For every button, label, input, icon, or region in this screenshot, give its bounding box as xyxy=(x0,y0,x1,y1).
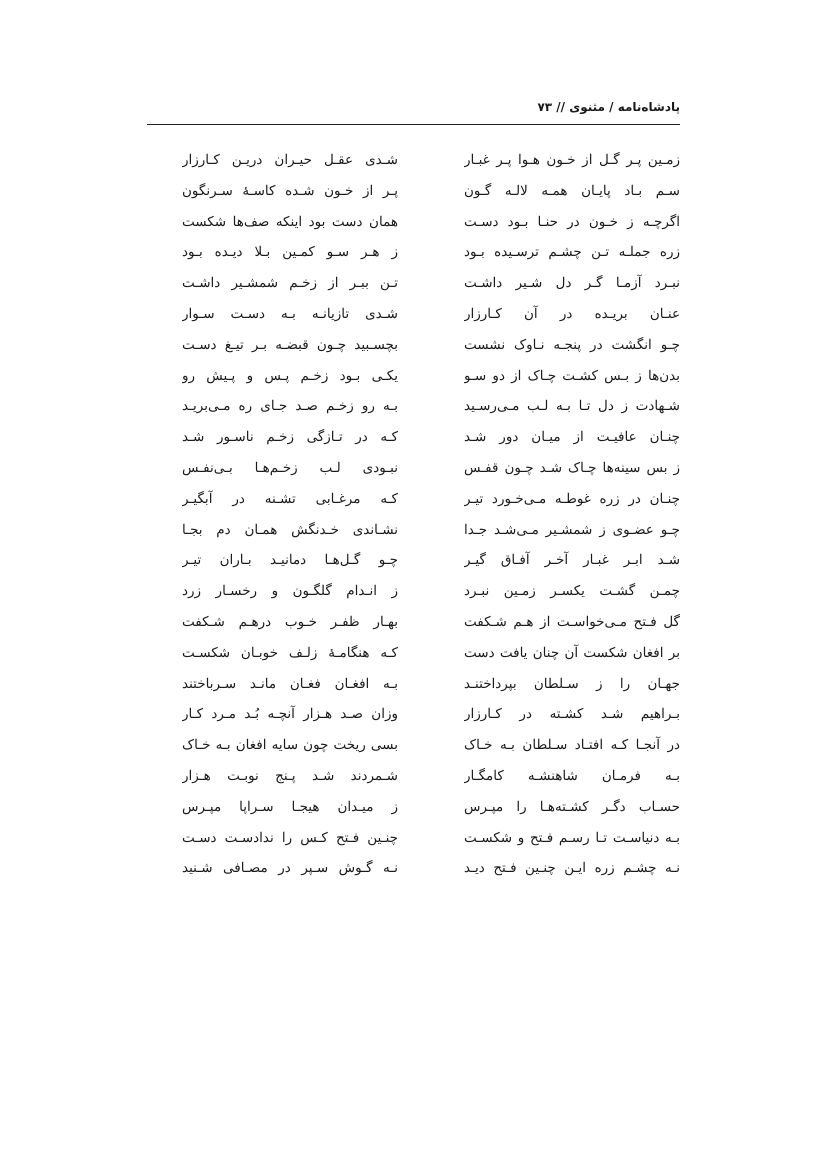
verse-couplet xyxy=(147,734,680,765)
verse-couplet xyxy=(147,580,680,611)
verse-couplet xyxy=(147,457,680,488)
verse-couplet xyxy=(147,796,680,827)
verse-couplet xyxy=(147,488,680,519)
second-hemistich: چنـین فـتح کـس را ندادسـت دسـت xyxy=(182,829,398,846)
first-hemistich: زمـین پـر گـل از خـون هـوا پـر غبـار xyxy=(464,152,680,168)
verse-couplet xyxy=(147,334,680,365)
first-hemistich: چـو انگشت در پنجـه نـاوک نشست xyxy=(464,336,680,353)
second-hemistich: همان دست بود اینکه صف‌ها شکست xyxy=(182,213,398,230)
verse-couplet xyxy=(147,180,680,211)
verse-couplet xyxy=(147,149,680,180)
first-hemistich: گل فـتح مـی‌خواسـت از هـم شـکفت xyxy=(464,613,680,630)
first-hemistich: چـو عضـوی ز شمشـیر مـی‌شـد جـدا xyxy=(464,521,680,538)
first-hemistich: در آنجـا کـه افتـاد سـلطان بـه خـاک xyxy=(464,737,680,754)
verse-couplet xyxy=(147,827,680,858)
verse-couplet xyxy=(147,211,680,242)
verse-couplet xyxy=(147,395,680,426)
verse-couplet xyxy=(147,765,680,796)
verse-couplet xyxy=(147,549,680,580)
page-header xyxy=(147,98,680,128)
verse-couplet xyxy=(147,857,680,888)
second-hemistich: ز انـدام گلگـون و رخسـار زرد xyxy=(182,583,398,600)
second-hemistich: ز هـر سـو کمـین بـلا دیـده بـود xyxy=(182,244,398,261)
second-hemistich: بـه رو زخـم صـد جـای ره مـی‌بریـد xyxy=(182,398,398,415)
first-hemistich: بـراهیم شـد کشـته در کـارزار xyxy=(464,706,680,723)
first-hemistich: چنـان در زره غوطـه مـی‌خـورد تیـر xyxy=(464,490,680,507)
verse-couplet xyxy=(147,519,680,550)
second-hemistich: نبـودی لـب زخـم‌هـا بـی‌نفـس xyxy=(182,459,398,476)
second-hemistich: بچسـبید چـون قبضـه بـر تیـغ دسـت xyxy=(182,336,398,353)
second-hemistich: تـن ببـر از زخـم شمشـیر داشـت xyxy=(182,275,398,292)
second-hemistich: شـدی عقـل حیـران دریـن کـارزار xyxy=(182,152,398,168)
second-hemistich: بهـار ظفـر خـوب درهـم شـکفت xyxy=(182,613,398,630)
first-hemistich: جهـان را ز سـلطان بپرداختنـد xyxy=(464,675,680,692)
header-rule xyxy=(147,124,680,125)
first-hemistich: اگرچـه ز خـون در حنـا بـود دسـت xyxy=(464,213,680,230)
second-hemistich: وزان صـد هـزار آنچـه بُـد مـرد کـار xyxy=(182,706,398,723)
second-hemistich: بـه افغـان فغـان مانـد سـرباختند xyxy=(182,675,398,692)
first-hemistich: سـم بـاد پایـان همـه لالـه گـون xyxy=(464,182,680,199)
verse-couplet xyxy=(147,272,680,303)
second-hemistich: نـه گـوش سـپر در مصـافی شـنید xyxy=(182,860,398,877)
first-hemistich: نـه چشـم زره ایـن چنـین فـتح دیـد xyxy=(464,860,680,877)
first-hemistich: چنـان عافیـت از میـان دور شـد xyxy=(464,429,680,446)
second-hemistich: شـمردند شـد پـنج نوبـت هـزار xyxy=(182,767,398,784)
first-hemistich: بدن‌ها ز بـس کشـت چـاک از دو سـو xyxy=(464,367,680,384)
second-hemistich: ز میـدان هیجـا سـراپا مپـرس xyxy=(182,798,398,815)
second-hemistich: شـدی تازیانـه بـه دسـت سـوار xyxy=(182,305,398,322)
verse-couplet xyxy=(147,611,680,642)
verse-couplet xyxy=(147,703,680,734)
first-hemistich: بـه دنیاسـت تـا رسـم فـتح و شکسـت xyxy=(464,829,680,846)
second-hemistich: کـه مرغـابی تشـنه در آبگیـر xyxy=(182,490,398,507)
verse-couplet xyxy=(147,673,680,704)
first-hemistich: زره جملـه تـن چشـم ترسـیده بـود xyxy=(464,244,680,261)
first-hemistich: نبـرد آزمـا گـر دل شـیر داشـت xyxy=(464,275,680,292)
verse-table xyxy=(147,149,680,888)
first-hemistich: شـهادت ز دل تـا بـه لـب مـی‌رسـید xyxy=(464,398,680,415)
verse-couplet xyxy=(147,365,680,396)
first-hemistich: حسـاب دگـر کشـته‌هـا را مپـرس xyxy=(464,798,680,815)
first-hemistich: ز بس سینه‌ها چـاک شـد چـون قفـس xyxy=(464,459,680,476)
first-hemistich: بر افغان شکست آن چنان یافت دست xyxy=(464,644,680,661)
second-hemistich: کـه هنگامـهٔ زلـف خوبـان شکسـت xyxy=(182,644,398,661)
verse-couplet xyxy=(147,426,680,457)
first-hemistich: عنـان بریـده در آن کـارزار xyxy=(464,305,680,322)
running-head: پادشاه‌نامه / مثنوی // ۷۳ xyxy=(537,100,680,114)
second-hemistich: نشـاندی خـدنگش همـان دم بجـا xyxy=(182,521,398,538)
first-hemistich: بـه فرمـان شاهنشـه کامگـار xyxy=(464,767,680,784)
verse-couplet xyxy=(147,303,680,334)
second-hemistich: پـر از خـون شـده کاسـهٔ سـرنگون xyxy=(182,182,398,199)
second-hemistich: چـو گـل‌هـا دمانیـد بـاران تیـر xyxy=(182,552,398,569)
verse-couplet xyxy=(147,642,680,673)
second-hemistich: کـه در تـازگی زخـم ناسـور شـد xyxy=(182,429,398,446)
first-hemistich: چمـن گشـت یکسـر زمـین نبـرد xyxy=(464,583,680,600)
second-hemistich: بسی ریخت چون سایه افغان بـه خـاک xyxy=(182,737,398,754)
verse-couplet xyxy=(147,241,680,272)
second-hemistich: یکـی بـود زخـم پـس و پـیش رو xyxy=(182,367,398,384)
first-hemistich: شـد ابـر غبـار آخـر آفـاق گیـر xyxy=(464,552,680,569)
